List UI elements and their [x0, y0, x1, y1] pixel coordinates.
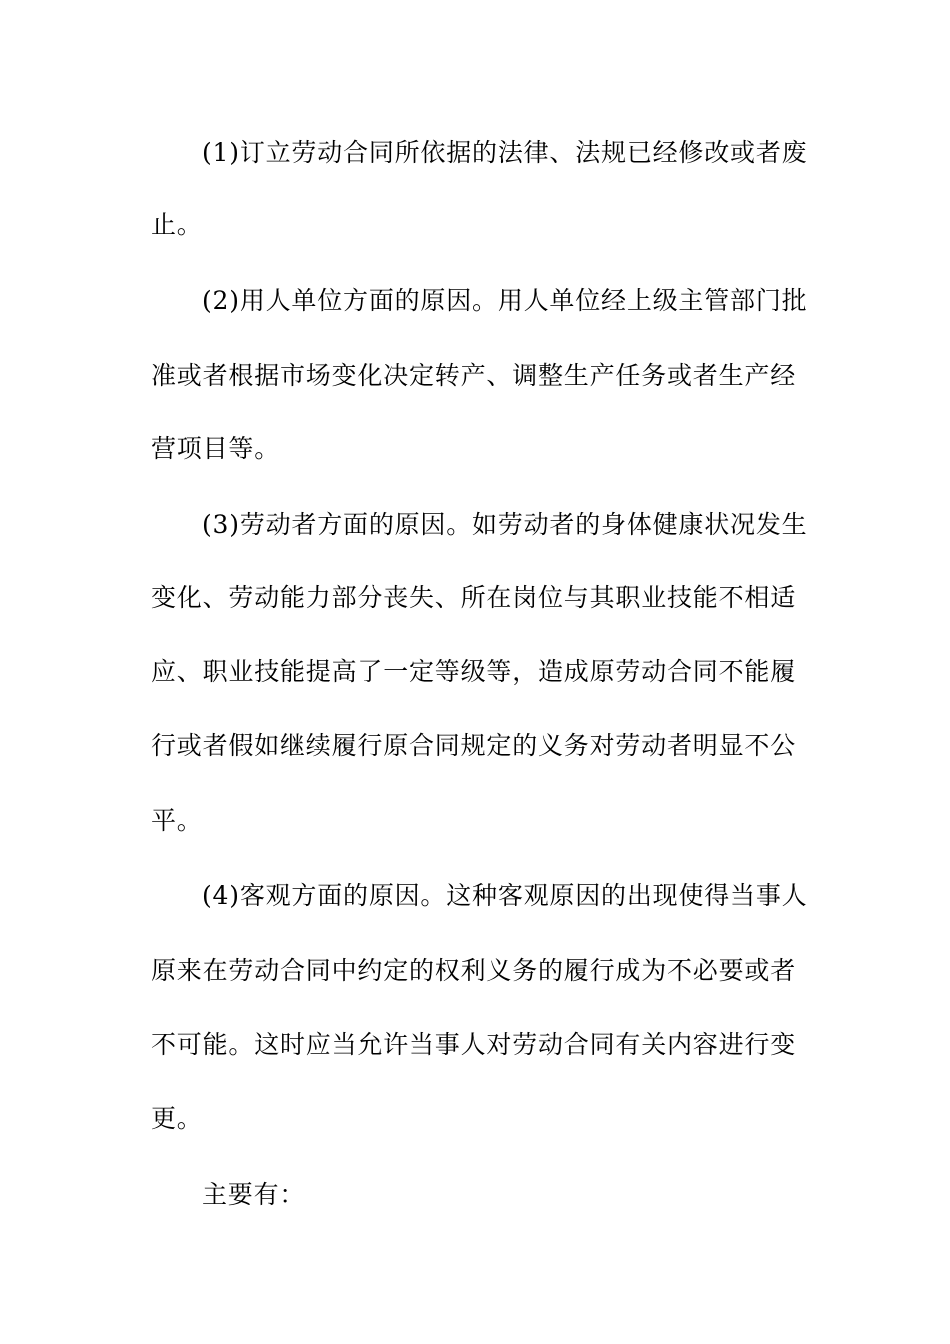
- paragraph-2-line-3: 营项目等。: [151, 434, 281, 463]
- paragraph-1-line-2: 止。: [151, 210, 203, 239]
- paragraph-1-line-1: (1)订立劳动合同所依据的法律、法规已经修改或者废: [202, 138, 808, 167]
- paragraph-4-line-3: 不可能。这时应当允许当事人对劳动合同有关内容进行变: [151, 1030, 797, 1059]
- paragraph-4-line-4: 更。: [151, 1104, 203, 1133]
- paragraph-3-line-5: 平。: [151, 806, 203, 835]
- paragraph-3-line-3: 应、职业技能提高了一定等级等，造成原劳动合同不能履: [151, 657, 797, 686]
- paragraph-4-line-2: 原来在劳动合同中约定的权利义务的履行成为不必要或者: [151, 956, 797, 985]
- paragraph-5-line-1: 主要有：: [202, 1180, 306, 1209]
- paragraph-2-line-1: (2)用人单位方面的原因。用人单位经上级主管部门批: [202, 286, 808, 315]
- paragraph-2-line-2: 准或者根据市场变化决定转产、调整生产任务或者生产经: [151, 361, 797, 390]
- paragraph-3-line-1: (3)劳动者方面的原因。如劳动者的身体健康状况发生: [202, 510, 808, 539]
- paragraph-3-line-4: 行或者假如继续履行原合同规定的义务对劳动者明显不公: [151, 731, 797, 760]
- paragraph-4-line-1: (4)客观方面的原因。这种客观原因的出现使得当事人: [202, 881, 808, 910]
- paragraph-3-line-2: 变化、劳动能力部分丧失、所在岗位与其职业技能不相适: [151, 583, 797, 612]
